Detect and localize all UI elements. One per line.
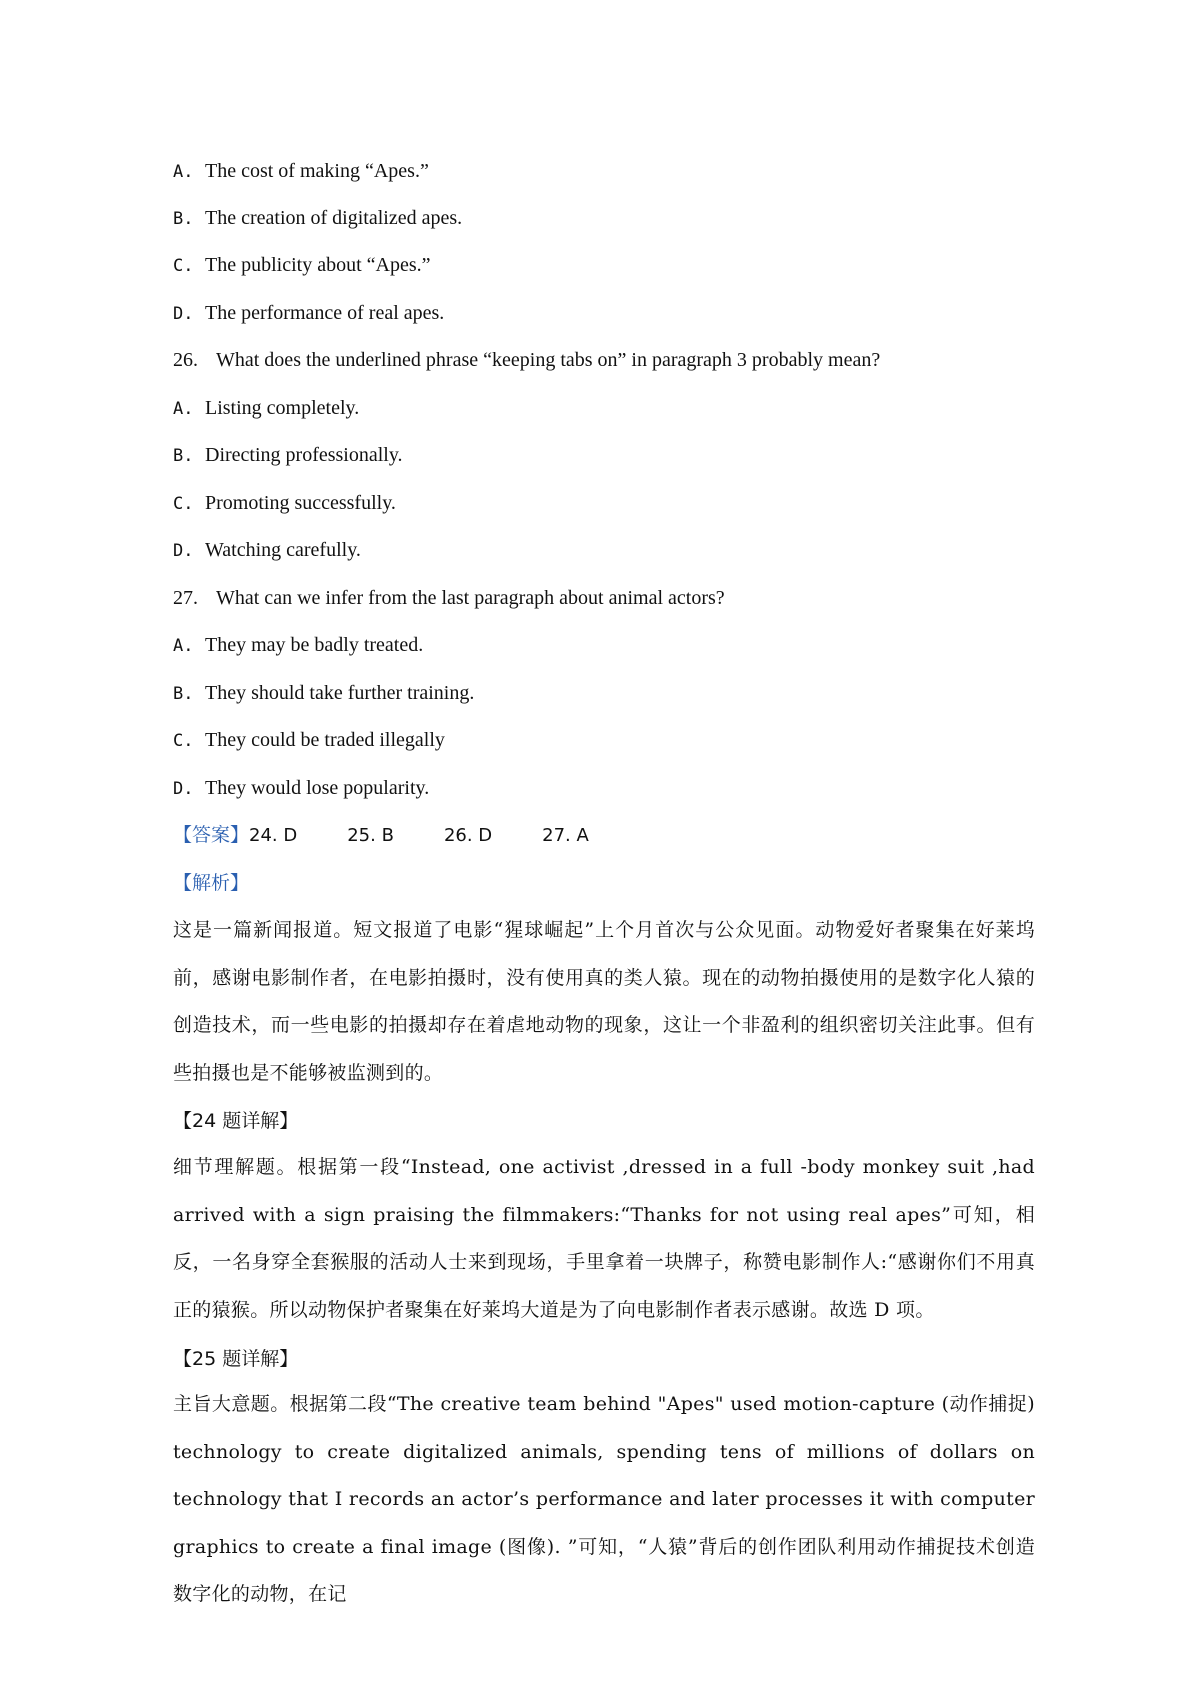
option-letter: D.	[173, 541, 194, 561]
option-text: They may be badly treated.	[205, 634, 424, 656]
question-26	[173, 347, 880, 373]
detail-24-text: 细节理解题。根据第一段“Instead, one activist ,dressed in a full -body monkey suit ,had arrived with a sign praising the filmmakers:“Thanks for not using real apes”可知，相反，一名身穿全套猴服的活动人士来到现场，手里拿着一块牌子，称赞电影制作人:“感谢你们不用真正的猿猴。所以动物保护者聚集在好莱坞大道是为了向电影制作者表示感谢。故选 D 项。	[173, 1156, 1035, 1321]
detail-25-heading: 【25 题详解】	[173, 1348, 299, 1370]
option-text: The cost of making “Apes.”	[205, 160, 429, 182]
option-text: The publicity about “Apes.”	[205, 254, 431, 276]
option-a	[173, 395, 359, 422]
option-b	[173, 205, 462, 232]
option-letter: B.	[173, 209, 194, 229]
answer-item: 24. D	[249, 825, 298, 846]
option-letter: C.	[173, 494, 194, 514]
option-text: They could be traded illegally	[205, 729, 445, 751]
question-number: 27.	[173, 587, 198, 609]
option-d	[173, 537, 361, 564]
option-c	[173, 490, 396, 517]
question-number: 26.	[173, 349, 198, 371]
option-letter: A.	[173, 162, 194, 182]
option-text: Listing completely.	[205, 397, 360, 419]
question-text: What can we infer from the last paragraph about animal actors?	[216, 587, 725, 609]
option-a	[173, 158, 429, 185]
option-c	[173, 252, 431, 279]
answer-line	[173, 822, 639, 849]
answer-item: 25. B	[347, 825, 394, 846]
option-letter: D.	[173, 304, 194, 324]
option-text: Watching carefully.	[205, 539, 361, 561]
detail-24-heading: 【24 题详解】	[173, 1110, 299, 1132]
option-letter: A.	[173, 399, 194, 419]
option-text: Directing professionally.	[205, 444, 403, 466]
option-a	[173, 632, 423, 659]
option-letter: A.	[173, 636, 194, 656]
option-d	[173, 775, 429, 802]
option-letter: C.	[173, 256, 194, 276]
question-text: What does the underlined phrase “keeping tabs on” in paragraph 3 probably mean?	[216, 349, 881, 371]
option-text: The creation of digitalized apes.	[205, 207, 463, 229]
answer-item: 27. A	[542, 825, 589, 846]
option-text: The performance of real apes.	[205, 302, 445, 324]
analysis-summary: 这是一篇新闻报道。短文报道了电影“猩球崛起”上个月首次与公众见面。动物爱好者聚集在好莱坞前，感谢电影制作者，在电影拍摄时，没有使用真的类人猿。现在的动物拍摄使用的是数字化人猿的创造技术，而一些电影的拍摄却存在着虐地动物的现象，这让一个非盈利的组织密切关注此事。但有些拍摄也是不能够被监测到的。	[173, 919, 1035, 1084]
question-27	[173, 585, 725, 611]
option-text: They would lose popularity.	[205, 777, 430, 799]
option-c	[173, 727, 445, 754]
option-b	[173, 442, 403, 469]
option-d	[173, 300, 444, 327]
option-letter: B.	[173, 684, 194, 704]
answer-item: 26. D	[443, 825, 493, 846]
option-text: Promoting successfully.	[205, 492, 396, 514]
option-letter: B.	[173, 446, 194, 466]
option-letter: C.	[173, 731, 194, 751]
option-b	[173, 680, 474, 707]
answer-label: 【答案】	[173, 824, 250, 846]
option-text: They should take further training.	[205, 682, 475, 704]
detail-25-text: 主旨大意题。根据第二段“The creative team behind "Apes" used motion-capture (动作捕捉) technology to create digitalized animals, spending tens of millions of dollars on technology that I records an actor’s performance and later processes it with computer graphics to create a final image (图像). ”可知，“人猿”背后的创作团队利用动作捕捉技术创造数字化的动物，在记	[173, 1393, 1035, 1605]
analysis-heading: 【解析】	[173, 872, 250, 894]
option-letter: D.	[173, 779, 194, 799]
